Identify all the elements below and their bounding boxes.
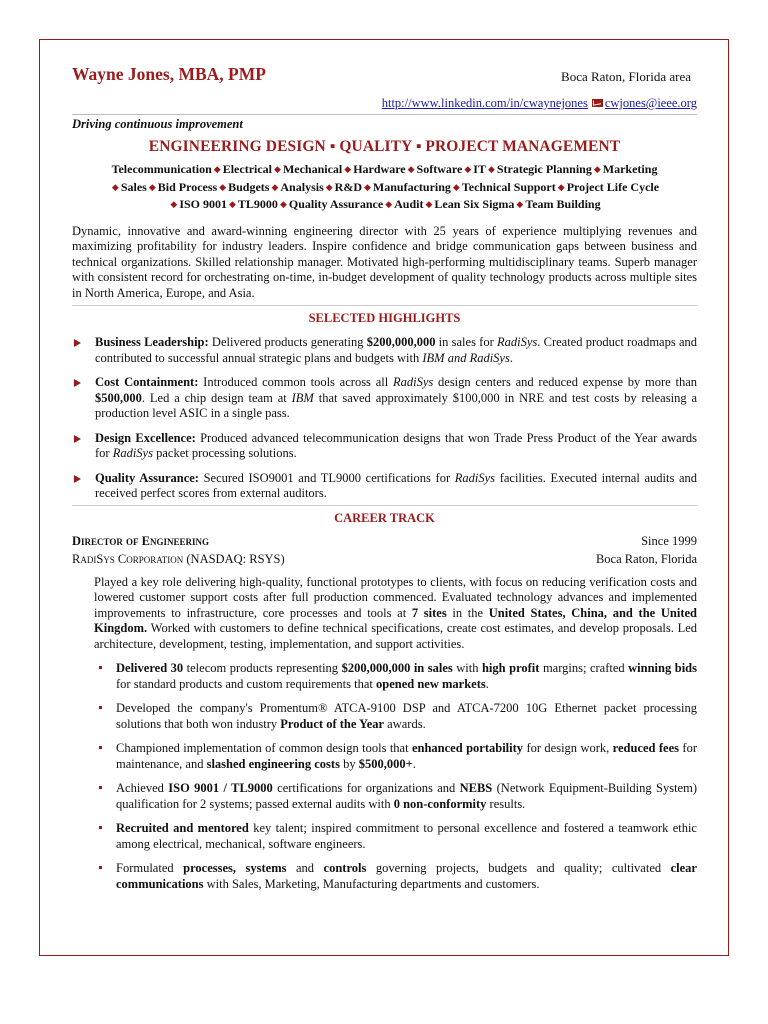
highlight-item: Cost Containment: Introduced common tools across all RadiSys design centers and reduced expense by more than $500,000. Led a chip design team at IBM that saved approximately $100,000 in NRE and test costs by releasing a production level ASIC in a single pass. [72, 375, 697, 422]
keyword: Technical Support [461, 179, 556, 194]
keyword: Sales [120, 179, 147, 194]
keyword-row-2 [72, 179, 697, 197]
email-link[interactable]: cwjones@ieee.org [604, 96, 697, 110]
square-bullet-icon [99, 866, 102, 869]
candidate-location: Boca Raton, Florida area [561, 69, 691, 84]
diamond-icon: ◆ [148, 181, 156, 192]
career-heading: CAREER TRACK [72, 505, 697, 526]
keyword: Software [416, 162, 463, 176]
keyword: Strategic Planning [496, 162, 592, 176]
diamond-icon: ◆ [364, 181, 371, 192]
arrow-bullet-icon [74, 379, 81, 387]
diamond-icon: ◆ [279, 199, 287, 209]
keyword: Analysis [280, 179, 324, 194]
header-divider [72, 114, 697, 115]
diamond-icon: ◆ [425, 199, 433, 209]
keyword: IT [473, 162, 486, 176]
achievement-item: Delivered 30 telecom products representing $200,000,000 in sales with high profit margins; crafted winning bids for standard products and custom requirements that opened new markets. [72, 660, 697, 692]
email-icon [592, 99, 603, 107]
company-row [72, 552, 697, 570]
keyword: Quality Assurance [288, 197, 384, 211]
job-dates: Since 1999 [641, 533, 697, 548]
company-name: RadiSys Corporation [72, 551, 184, 566]
diamond-icon: ◆ [219, 181, 227, 192]
diamond-icon: ◆ [170, 199, 178, 209]
keyword: Budgets [228, 179, 270, 194]
company-ticker: (NASDAQ: RSYS) [186, 551, 285, 566]
highlights-heading: SELECTED HIGHLIGHTS [72, 305, 697, 326]
resume-page [72, 58, 697, 892]
keyword: Bid Process [157, 179, 218, 194]
diamond-icon: ◆ [274, 164, 281, 174]
diamond-icon: ◆ [464, 164, 472, 174]
highlight-item: Business Leadership: Delivered products generating $200,000,000 in sales for RadiSys. Created product roadmaps and contributed to successful annual strategic plans and budgets with IBM and RadiSys. [72, 335, 697, 366]
job-title: Director of Engineering [72, 533, 209, 548]
diamond-icon: ◆ [516, 199, 524, 209]
diamond-icon: ◆ [407, 164, 415, 174]
diamond-icon: ◆ [271, 181, 279, 192]
keyword-row-3 [72, 196, 697, 214]
highlight-item: Quality Assurance: Secured ISO9001 and TL9000 certifications for RadiSys facilities. Executed internal audits and received perfect scores from external auditors. [72, 471, 697, 502]
keyword: Hardware [353, 162, 406, 176]
achievement-item: Formulated processes, systems and controls governing projects, budgets and quality; cultivated clear communications with Sales, Marketing, Manufacturing departments and customers. [72, 860, 697, 892]
arrow-bullet-icon [74, 475, 81, 483]
keyword: Project Life Cycle [566, 179, 660, 194]
highlight-item: Design Excellence: Produced advanced telecommunication designs that won Trade Press Product of the Year awards for RadiSys packet processing solutions. [72, 431, 697, 462]
square-bullet-icon [99, 746, 102, 749]
summary-paragraph: Dynamic, innovative and award-winning engineering director with 25 years of experience multiplying revenues and maximizing profitability for industry leaders. Inspire confidence and bridge communication gaps between business and technical organizations. Skilled relationship manager. Motivated high-performing multidisciplinary teams. Superb manager with consistent record for orchestrating on-time, in-budget development of quality technology products across multiple sites in North America, Europe, and Asia. [72, 223, 697, 300]
diamond-icon: ◆ [325, 181, 333, 192]
job-title-row [72, 534, 697, 552]
job-location: Boca Raton, Florida [595, 551, 697, 566]
square-bullet-icon [99, 786, 102, 789]
diamond-icon: ◆ [229, 199, 236, 209]
linkedin-link[interactable]: http://www.linkedin.com/in/cwaynejones [381, 96, 588, 110]
achievement-item: Championed implementation of common design tools that enhanced portability for design work, reduced fees for maintenance, and slashed engineering costs by $500,000+. [72, 740, 697, 772]
keyword: Manufacturing [372, 179, 451, 194]
keyword-row-1 [72, 161, 697, 179]
square-bullet-icon [99, 666, 102, 669]
keyword: TL9000 [237, 197, 278, 211]
resume-header [72, 58, 697, 110]
keyword: Audit [394, 197, 424, 211]
diamond-icon: ◆ [452, 181, 460, 192]
square-bullet-icon [99, 826, 102, 829]
achievement-item: Recruited and mentored key talent; inspired commitment to personal excellence and fostered a teamwork ethic among electrical, mechanical, software engineers. [72, 820, 697, 852]
keyword: Electrical [222, 162, 273, 176]
candidate-name: Wayne Jones, MBA, PMP [72, 64, 266, 84]
keyword: Team Building [525, 197, 601, 211]
diamond-icon: ◆ [593, 164, 601, 174]
contact-links [382, 96, 697, 111]
arrow-bullet-icon [74, 339, 81, 347]
keyword: Telecommunication [111, 162, 212, 176]
keyword: Marketing [602, 162, 658, 176]
keyword-list [72, 161, 697, 214]
keyword: ISO 9001 [179, 197, 227, 211]
headline: ENGINEERING DESIGN ▪ QUALITY ▪ PROJECT MANAGEMENT [148, 138, 621, 155]
arrow-bullet-icon [74, 435, 81, 443]
diamond-icon: ◆ [557, 181, 565, 192]
keyword: R&D [334, 179, 362, 194]
keyword: Lean Six Sigma [434, 197, 515, 211]
diamond-icon: ◆ [487, 164, 495, 174]
achievement-item: Achieved ISO 9001 / TL9000 certifications for organizations and NEBS (Network Equipment-Building System) qualification for 2 systems; passed external audits with 0 non-conformity results. [72, 780, 697, 812]
diamond-icon: ◆ [111, 181, 119, 192]
keyword: Mechanical [282, 162, 343, 176]
diamond-icon: ◆ [344, 164, 352, 174]
diamond-icon: ◆ [213, 164, 221, 174]
tagline: Driving continuous improvement [72, 117, 243, 131]
job-description: Played a key role delivering high-quality, functional prototypes to clients, with focus on reducing verification costs and lowered customer support costs after full production commenced. Evaluated technology advances and implemented improvements to infrastructure, core processes and tools at 7 sites in the United States, China, and the United Kingdom. Worked with customers to define technical specifications, create cost estimates, and develop proposals. Led architecture, development, testing, implementation, and support activities. [94, 574, 697, 651]
achievement-item: Developed the company's Promentum® ATCA-9100 DSP and ATCA-7200 10G Ethernet packet processing solutions that both won industry Product of the Year awards. [72, 700, 697, 732]
square-bullet-icon [99, 706, 102, 709]
diamond-icon: ◆ [385, 199, 393, 209]
